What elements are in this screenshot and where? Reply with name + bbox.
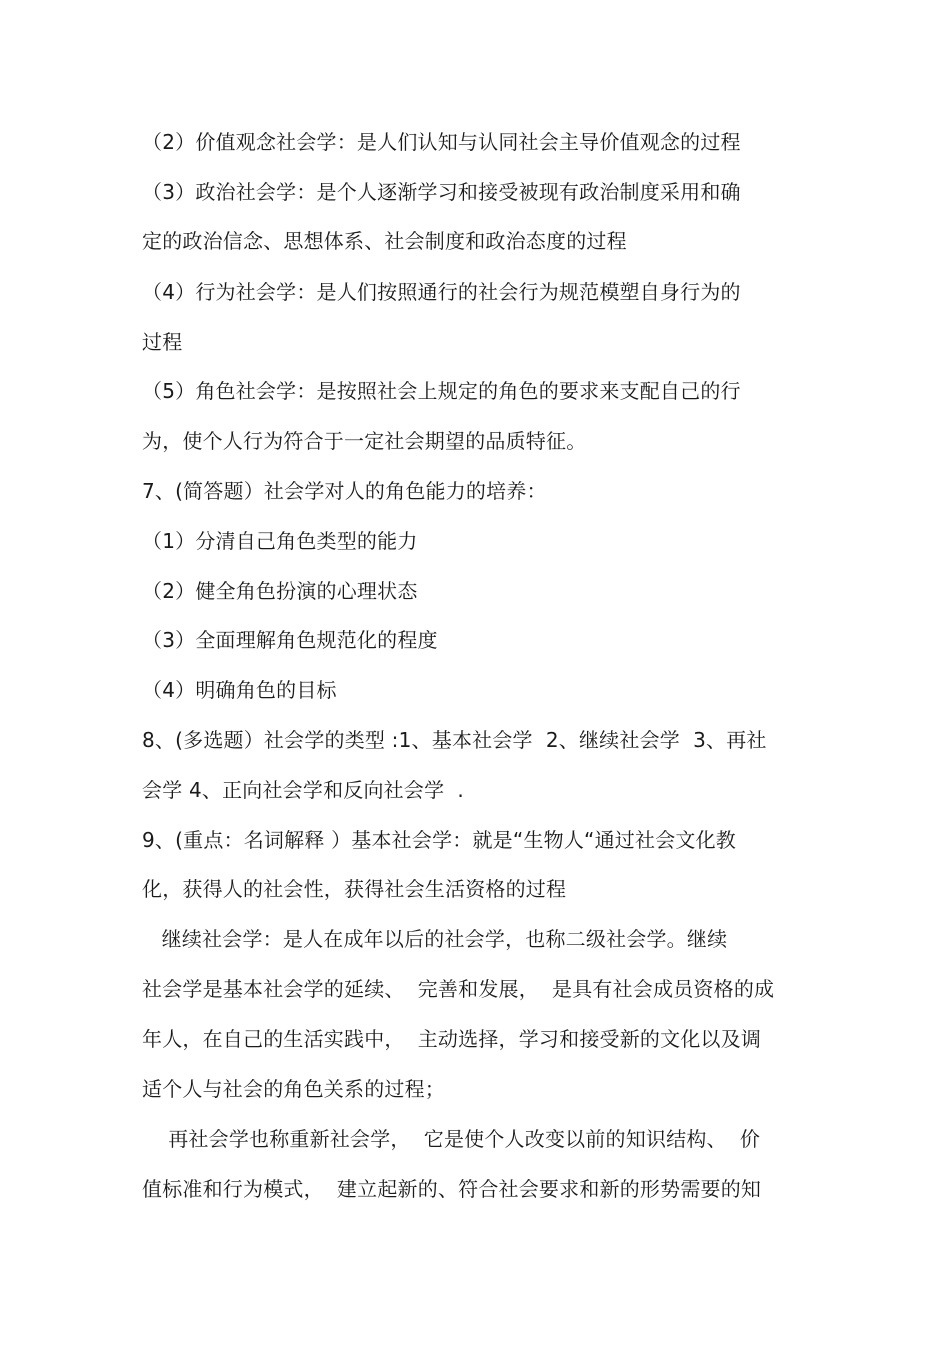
- text-line-18: 社会学是基本社会学的延续、 完善和发展， 是具有社会成员资格的成: [142, 977, 775, 1001]
- text-line-20: 适个人与社会的角色关系的过程；: [142, 1077, 445, 1101]
- text-line-5: 过程: [142, 330, 183, 354]
- text-line-22: 值标准和行为模式， 建立起新的、符合社会要求和新的形势需要的知: [142, 1177, 762, 1201]
- text-line-8: 7、(简答题）社会学对人的角色能力的培养：: [142, 479, 547, 503]
- text-line-6: （5）角色社会学：是按照社会上规定的角色的要求来支配自己的行: [142, 379, 741, 403]
- text-line-21: 再社会学也称重新社会学， 它是使个人改变以前的知识结构、 价: [142, 1127, 761, 1151]
- text-line-19: 年人，在自己的生活实践中， 主动选择，学习和接受新的文化以及调: [142, 1027, 762, 1051]
- text-line-3: 定的政治信念、思想体系、社会制度和政治态度的过程: [142, 229, 627, 253]
- text-line-10: （2）健全角色扮演的心理状态: [142, 579, 418, 603]
- text-line-16: 化，获得人的社会性，获得社会生活资格的过程: [142, 877, 567, 901]
- text-line-1: （2）价值观念社会学：是人们认知与认同社会主导价值观念的过程: [142, 130, 741, 154]
- text-line-12: （4）明确角色的目标: [142, 678, 337, 702]
- text-line-2: （3）政治社会学：是个人逐渐学习和接受被现有政治制度采用和确: [142, 180, 741, 204]
- text-line-13: 8、(多选题）社会学的类型 :1、基本社会学 2、继续社会学 3、再社: [142, 728, 767, 752]
- text-line-14: 会学 4、正向社会学和反向社会学 .: [142, 778, 464, 802]
- text-line-11: （3）全面理解角色规范化的程度: [142, 628, 438, 652]
- text-line-15: 9、(重点：名词解释 ）基本社会学：就是“生物人“通过社会文化教: [142, 828, 737, 852]
- text-line-17: 继续社会学：是人在成年以后的社会学，也称二级社会学。继续: [142, 927, 728, 951]
- text-line-7: 为，使个人行为符合于一定社会期望的品质特征。: [142, 429, 587, 453]
- text-line-4: （4）行为社会学：是人们按照通行的社会行为规范模塑自身行为的: [142, 280, 741, 304]
- text-line-9: （1）分清自己角色类型的能力: [142, 529, 418, 553]
